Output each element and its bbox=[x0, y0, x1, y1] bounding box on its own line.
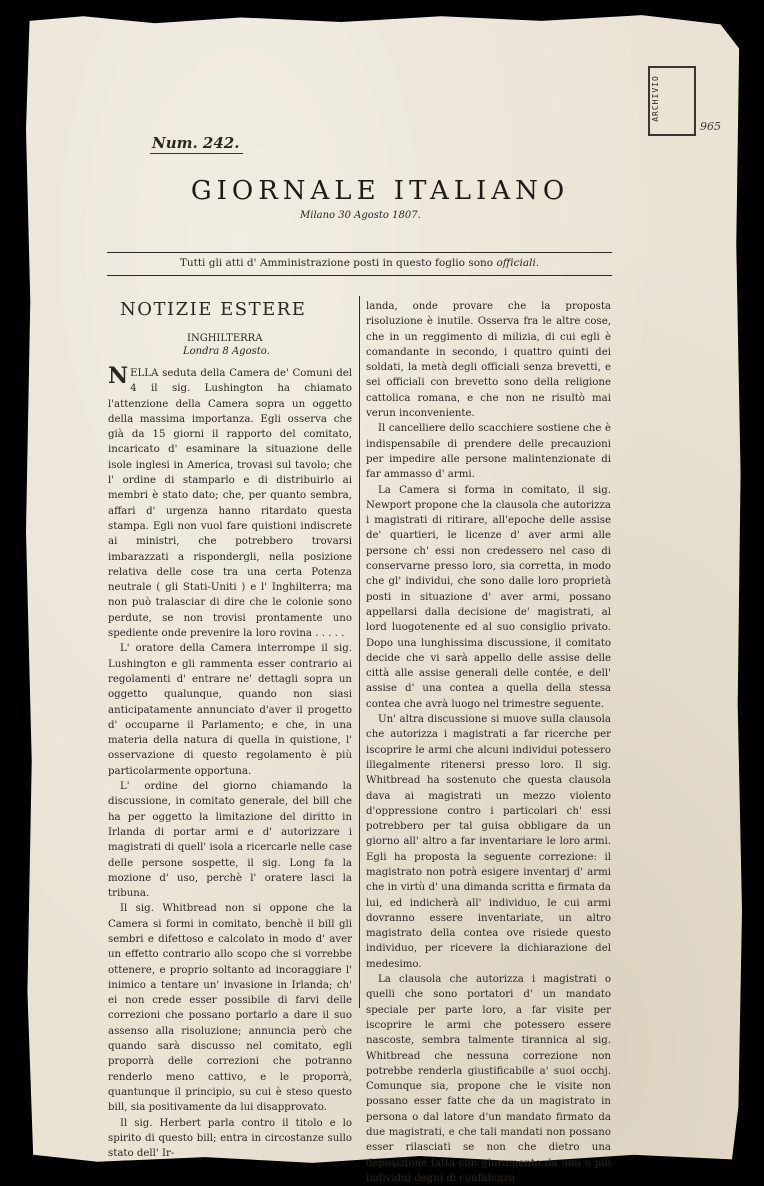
country-heading: INGHILTERRA bbox=[187, 333, 263, 344]
issue-number: Num. 242. bbox=[150, 134, 243, 154]
paragraph: Il sig. Herbert parla contro il titolo e lo spirito di questo bill; entra in circostanze sullo stato dell' Ir- bbox=[108, 1117, 352, 1160]
header-rule-bottom bbox=[107, 275, 612, 276]
paragraph: La Camera si forma in comitato, il sig. Newport propone che la clausola che autorizza i magistrati di ritirare, all'epoche delle assise de' quartieri, le licenze d' aver armi alle persone ch' essi non credessero nel caso di conservarne presso loro, sia corretta, in modo che gl' individui, che sono dalle loro proprietà posti in situazione d' aver armi, possano appellarsi dalla decisione de' magistrati, al lord luogotenente ed al suo consiglio privato. Dopo una lunghissima discussione, il comitato decide che vi sarà appello delle assise delle città alle assise generali delle contée, e dell' assise d' una contea a quella della stessa contea che avrà luogo nel trimestre seguente. bbox=[366, 484, 611, 710]
place-date: Londra 8 Agosto. bbox=[183, 346, 270, 357]
column-divider bbox=[359, 296, 360, 1008]
paragraph: landa, onde provare che la proposta risoluzione è inutile. Osserva fra le altre cose, che in un reggimento di milizia, di cui egli è comandante in secondo, i quattro quinti dei soldati, la metà degli officiali senza brevetti, e sei officiali con brevetto sono della religione cattolica romana, e che non ne risultò mai verun inconveniente. bbox=[366, 301, 611, 420]
paragraph: L' ordine del giorno chiamando la discussione, in comitato generale, del bill che ha per oggetto la limitazione del diritto in Irlanda di portar armi e d' autorizzare i magistrati di quell' isola a ricercarle nelle case delle persone sospette, il sig. Long fa la mozione d' uso, perchè l' oratere lasci la tribuna. bbox=[108, 781, 352, 900]
archive-stamp-text: ARCHIVIO bbox=[650, 75, 660, 122]
paragraph: Il cancelliere dello scacchiere sostiene che è indispensabile di prendere delle precauzioni per impedire alle persone malintenzionate di far ammasso d' armi. bbox=[366, 423, 611, 481]
page-number: 965 bbox=[700, 120, 721, 133]
left-column bbox=[108, 363, 352, 1161]
official-notice bbox=[107, 257, 612, 269]
dateline: Milano 30 Agosto 1807. bbox=[300, 210, 421, 221]
header-rule-top bbox=[107, 252, 612, 253]
official-notice-emphasis: officiali. bbox=[496, 257, 540, 269]
paragraph-text: ELLA seduta della Camera de' Comuni del 4 il sig. Lushington ha chiamato l'attenzione della Camera sopra un oggetto della massima importanza. Egli osserva che già da 15 giorni il rapporto del comitato, incaricato d' esaminare la situazione delle isole inglesi in America, trovasi sul tavolo; che l' ordine di stamparlo e di distribuirlo ai membri è stato dato; che, per quanto sembra, affari d' urgenza hanno ritardato questa stampa. Egli non vuol fare quistioni indiscrete ai ministri, che potrebbero trovarsi imbarazzati a rispondergli, nella posizione relativa delle cose tra una certa Potenza neutrale ( gli Stati-Uniti ) e l' Inghilterra; ma non può tralasciar di dire che le colonie sono perdute, se non trovisi prontamente uno spediente onde prevenire la loro rovina . . . . . bbox=[108, 368, 352, 640]
right-column bbox=[366, 299, 611, 1186]
paragraph: Il sig. Whitbread non si oppone che la Camera si formi in comitato, benchè il bill gli sembri e difettoso e calcolato in modo d' aver un effetto contrario allo scopo che si vorrebbe ottenere, e proprio soltanto ad incoraggiare l' inimico a tentare un' invasione in Irlanda; ch' ei non crede esser possibile di farvi delle correzioni che possano portarlo a dare il suo assenso alla risoluzione; annuncia però che quando sarà discusso nel comitato, egli proporrà delle correzioni che potranno renderlo meno cattivo, e le proporrà, quantunque il principio, su cui è steso questo bill, sia positivamente da lui disapprovato. bbox=[108, 903, 352, 1114]
paragraph: La clausola che autorizza i magistrati o quelli che sono portatori d' un mandato speciale per parte loro, a far visite per iscoprire le armi che potessero essere nascoste, sembra talmente tirannica al sig. Whitbread che nessuna correzione non potrebbe renderla giustificabile a' suoi occhj. Comunque sia, propone che le visite non possano esser fatte che da un magistrato in persona o dal latore d'un mandato firmato da due magistrati, e che tali mandati non possano esser rilasciati se non che dietro una deposizione fatta con giuramento da uno o più individui degni di confidenza bbox=[366, 974, 611, 1184]
drop-cap: N bbox=[108, 363, 129, 389]
paragraph bbox=[108, 363, 352, 641]
archive-stamp bbox=[648, 66, 696, 136]
paragraph: L' oratore della Camera interrompe il sig. Lushington e gli rammenta esser contrario ai regolamenti d' entrare ne' dettagli sopra un oggetto qualunque, quando non siasi anticipatamente annunciato d'aver il progetto d' occuparne il Parlamento; e che, in una materia della natura di quella in quistione, l' osservazione di questo regolamento è più particolarmente opportuna. bbox=[108, 643, 352, 777]
paragraph: Un' altra discussione si muove sulla clausola che autorizza i magistrati a far ricerche per iscoprire le armi che alcuni individui potessero illegalmente ritenersi presso loro. Il sig. Whitbread ha sostenuto che questa clausola dava ai magistrati un mezzo violento d'oppressione contro i particolari ch' essi potrebbero per tal guisa obbligare da un giorno all' altro a far inventariare le loro armi. Egli ha proposta la seguente correzione: il magistrato non potrà esigere inventarj d' armi che in virtù d' una dimanda scritta e firmata da lui, ed indicherà all' individuo, le cui armi dovranno essere inventariate, un altro magistrato della contea ove risiede questo individuo, per ricevere la dichiarazione del medesimo. bbox=[366, 714, 611, 970]
masthead-title: GIORNALE ITALIANO bbox=[190, 176, 570, 206]
section-title: NOTIZIE ESTERE bbox=[120, 299, 307, 320]
official-notice-text: Tutti gli atti d' Amministrazione posti in questo foglio sono bbox=[179, 257, 494, 269]
